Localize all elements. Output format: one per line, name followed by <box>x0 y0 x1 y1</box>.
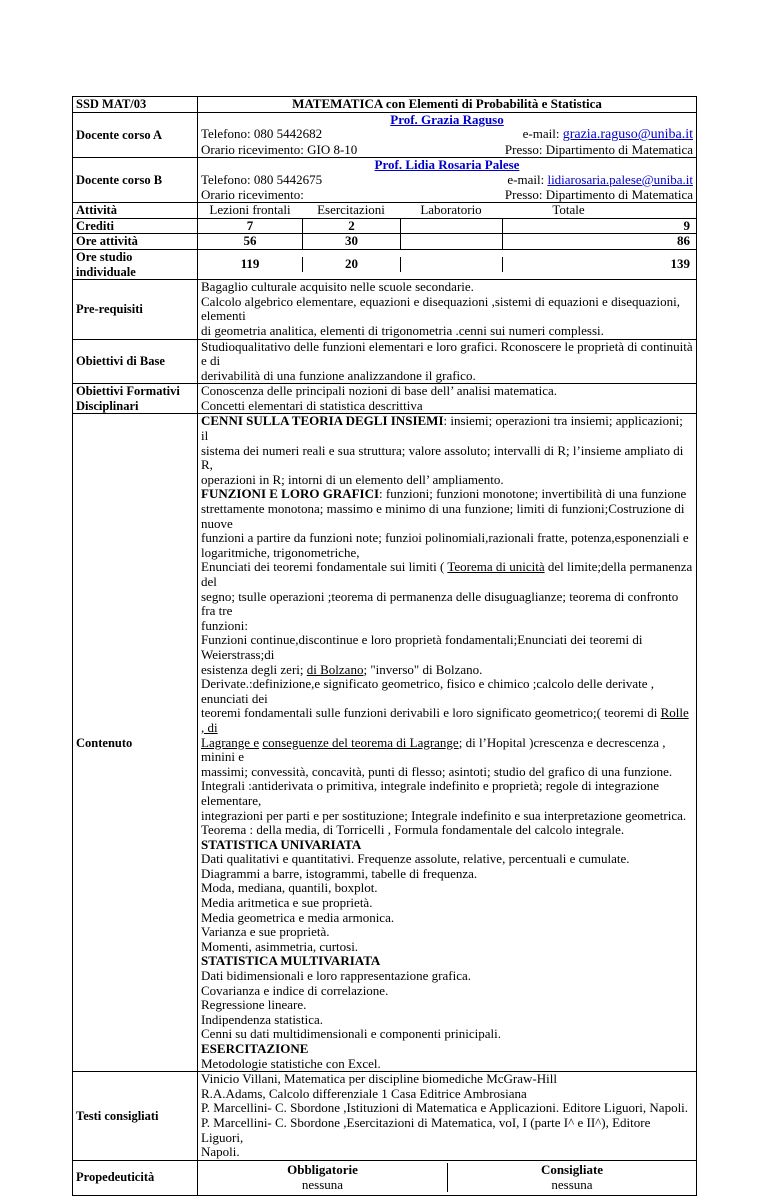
content-line: Covarianza e indice di correlazione. <box>201 982 389 998</box>
basic-goals-line: Studioqualitativo delle funzioni elementari e loro grafici. Rconoscere le proprietà di continuità e di <box>201 338 693 369</box>
formative-goals-label-line: Obiettivi Formativi <box>76 384 180 399</box>
study-hours-label: Ore studio individuale <box>73 249 198 279</box>
content-line: Regressione lineare. <box>201 997 307 1013</box>
section-title: ESERCITAZIONE <box>201 1041 309 1056</box>
content-text <box>198 414 697 1072</box>
teacher-b-row <box>73 158 697 203</box>
basic-goals-label: Obiettivi di Base <box>73 339 198 384</box>
propedeutics-row <box>73 1160 697 1195</box>
prerequisites-label: Pre-requisiti <box>73 280 198 339</box>
book-line: Napoli. <box>201 1144 240 1160</box>
content-label: Contenuto <box>73 414 198 1072</box>
content-line: Metodologie statistiche con Excel. <box>201 1055 381 1071</box>
underlined-term: Rolle , di <box>201 705 689 735</box>
formative-goals-text <box>198 384 697 414</box>
content-line: funzioni a partire da funzioni note; funzioi polinomiali,razionali fratte, potenza,esponenziali e <box>201 530 689 546</box>
teacher-b-phone: Telefono: 080 5442675 <box>201 171 323 187</box>
content-line: Derivate.:definizione,e significato geometrico, fisico e chimico ;calcolo delle derivate , enunciati dei <box>201 676 655 706</box>
header-row <box>73 97 697 113</box>
books-text <box>198 1072 697 1161</box>
propedeutics-grid <box>198 1163 696 1192</box>
syllabus-table <box>72 96 697 1196</box>
col-totale: Totale <box>552 202 585 218</box>
book-line: P. Marcellini- C. Sbordone ,Esercitazioni di Matematica, voI, I (parte I^ e II^), Editore Liguori, <box>201 1114 651 1145</box>
basic-goals-line: derivabilità di una funzione analizzandone il grafico. <box>201 367 476 383</box>
content-line: Media aritmetica e sue proprietà. <box>201 895 373 911</box>
teacher-a-name-link[interactable]: Prof. Grazia Raguso <box>390 111 504 127</box>
teacher-b-location: Presso: Dipartimento di Matematica <box>504 186 693 202</box>
mandatory-label: Obbligatorie <box>287 1162 358 1178</box>
hours-label: Ore attività <box>73 234 198 250</box>
study-esercitazioni: 20 <box>302 257 400 272</box>
content-row <box>73 414 697 1072</box>
underlined-term: conseguenze del teorema di Lagrange <box>262 734 459 750</box>
study-lezioni: 119 <box>240 256 260 272</box>
propedeutics-label: Propedeuticità <box>73 1160 198 1195</box>
content-line: strettamente monotona; massimo e minimo di una funzione; limiti di funzioni;Costruzione di nuove <box>201 501 685 531</box>
content-text-span: esistenza degli zeri; <box>201 661 307 677</box>
credits-row <box>73 218 697 234</box>
basic-goals-row <box>73 339 697 384</box>
teacher-b-label: Docente corso B <box>73 158 198 203</box>
activities-header-cells <box>198 203 696 218</box>
teacher-a-hours: Orario ricevimento: GIO 8-10 <box>201 141 358 157</box>
content-line: Momenti, asimmetria, curtosi. <box>201 938 359 954</box>
content-line: massimi; convessità, concavità, punti di flesso; asintoti; studio del grafico di una funzione. <box>201 763 673 779</box>
teacher-a-row <box>73 112 697 158</box>
mandatory-value: nessuna <box>301 1176 344 1192</box>
teacher-b-email-link[interactable]: lidiarosaria.palese@uniba.it <box>547 171 693 187</box>
ssd-code: SSD MAT/03 <box>73 97 198 113</box>
advised-value: nessuna <box>551 1176 593 1192</box>
content-line: funzioni: <box>201 617 248 633</box>
content-line: Dati qualitativi e quantitativi. Frequenze assolute, relative, percentuali e cumulate. <box>201 851 630 867</box>
content-line: Integrali :antiderivata o primitiva, integrale indefinito e proprietà; regole di integrazione elementare, <box>201 778 660 808</box>
content-text-span: : funzioni; funzioni monotone; invertibilità di una funzione <box>379 486 687 502</box>
prerequisites-line: di geometria analitica, elementi di trigonometria .cenni sui numeri complessi. <box>201 322 604 338</box>
content-line: Diagrammi a barre, istogrammi, tabelle di frequenza. <box>201 865 478 881</box>
content-line: Dati bidimensionali e loro rappresentazione grafica. <box>201 968 472 984</box>
content-line: Cenni su dati multidimensionali e componenti prinicipali. <box>201 1026 502 1042</box>
teacher-a-location: Presso: Dipartimento di Matematica <box>504 141 693 157</box>
col-lezioni: Lezioni frontali <box>209 202 291 218</box>
content-text-span: : insiemi; operazioni tra insiemi; applicazioni; il <box>201 413 683 444</box>
prerequisites-row <box>73 280 697 339</box>
content-line: Funzioni continue,discontinue e loro proprietà fondamentali;Enunciati dei teoremi di Weierstrass;di <box>201 632 643 662</box>
formative-goals-line: Conoscenza delle principali nozioni di base dell’ analisi matematica. <box>201 383 558 399</box>
underlined-term: di Bolzano <box>306 661 364 677</box>
content-line: operazioni in R; intorni di un elemento dell’ ampliamento. <box>201 471 504 487</box>
formative-goals-label <box>73 384 198 414</box>
hours-totale: 86 <box>502 234 692 249</box>
content-text-span: ; di l’Hopital )crescenza e decrescenza , minini e <box>201 734 666 765</box>
teacher-b-email-label: e-mail: <box>507 171 548 187</box>
syllabus-page <box>72 96 696 1196</box>
content-line: segno; tsulle operazioni ;teorema di permanenza delle disuguaglianze; teorema di confronto fra tre <box>201 588 679 619</box>
content-line: Indipendenza statistica. <box>201 1011 324 1027</box>
activities-header-row <box>73 203 697 219</box>
teacher-b-hours: Orario ricevimento: <box>201 186 304 202</box>
activities-label: Attività <box>73 203 198 219</box>
course-title: MATEMATICA con Elementi di Probabilità e Statistica <box>198 97 697 113</box>
section-title: STATISTICA MULTIVARIATA <box>201 953 381 969</box>
teacher-a-phone: Telefono: 080 5442682 <box>201 126 323 142</box>
credits-esercitazioni: 2 <box>302 219 400 234</box>
hours-row <box>73 234 697 250</box>
book-line: P. Marcellini- C. Sbordone ,Istituzioni di Matematica e Applicazioni. Editore Liguori, Napoli. <box>201 1100 689 1116</box>
content-text-span: ; "inverso" di Bolzano. <box>363 661 483 677</box>
teacher-b-name-link[interactable]: Prof. Lidia Rosaria Palese <box>374 157 520 173</box>
hours-lezioni: 56 <box>243 233 257 249</box>
underlined-term: Teorema di unicità <box>447 559 545 575</box>
content-line: Media geometrica e media armonica. <box>201 909 395 925</box>
content-line: logaritmiche, trigonometriche, <box>201 544 360 560</box>
section-title: CENNI SULLA TEORIA DEGLI INSIEMI <box>201 413 444 429</box>
content-line: Teorema : della media, di Torricelli , Formula fondamentale del calcolo integrale. <box>201 822 625 838</box>
section-title: FUNZIONI E LORO GRAFICI <box>201 486 380 502</box>
credits-totale: 9 <box>502 219 692 234</box>
teacher-a-email-label: e-mail: <box>522 126 563 142</box>
content-line: Varianza e sue proprietà. <box>201 924 330 940</box>
advised-label: Consigliate <box>540 1162 604 1178</box>
content-line: integrazioni per parti e per sostituzione; Integrale indefinito e sua interpretazione geometrica. <box>201 807 687 823</box>
books-label: Testi consigliati <box>73 1072 198 1161</box>
study-laboratorio <box>400 257 502 272</box>
content-text-span: teoremi fondamentali sulle funzioni derivabili e loro significato geometrico;( teoremi di <box>201 705 661 721</box>
teacher-b-info <box>198 158 697 203</box>
content-text-span: Enunciati dei teoremi fondamentale sui limiti ( <box>201 559 448 575</box>
hours-laboratorio <box>400 234 502 249</box>
formative-goals-row <box>73 384 697 414</box>
col-laboratorio: Laboratorio <box>420 202 482 218</box>
formative-goals-label-line: Disciplinari <box>76 398 139 413</box>
books-row <box>73 1072 697 1161</box>
credits-laboratorio <box>400 219 502 234</box>
hours-esercitazioni: 30 <box>302 234 400 249</box>
study-hours-row <box>73 249 697 279</box>
formative-goals-line: Concetti elementari di statistica descrittiva <box>201 397 423 413</box>
content-line: Moda, mediana, quantili, boxplot. <box>201 880 378 896</box>
content-text-span: del limite;della permanenza del <box>201 559 693 589</box>
prerequisites-line: Bagaglio culturale acquisito nelle scuole secondarie. <box>201 279 474 295</box>
credits-lezioni: 7 <box>246 217 254 233</box>
teacher-a-label: Docente corso A <box>73 112 198 158</box>
content-line: sistema dei numeri reali e sua struttura; valore assoluto; intervalli di R; l’insieme ampliato di R, <box>201 442 684 473</box>
book-line: Vinicio Villani, Matematica per discipline biomediche McGraw-Hill <box>201 1071 557 1087</box>
prerequisites-text <box>198 280 697 339</box>
teacher-a-info <box>198 112 697 158</box>
book-line: R.A.Adams, Calcolo differenziale 1 Casa Editrice Ambrosiana <box>201 1085 527 1101</box>
col-esercitazioni: Esercitazioni <box>317 202 385 218</box>
study-totale: 139 <box>502 257 692 272</box>
underlined-term: Lagrange e <box>201 734 260 750</box>
basic-goals-text <box>198 339 697 384</box>
prerequisites-line: Calcolo algebrico elementare, equazioni e disequazioni ,sistemi di equazioni e disequazioni, elementi <box>201 293 681 324</box>
teacher-a-email-link[interactable]: grazia.raguso@uniba.it <box>562 127 693 143</box>
credits-label: Crediti <box>73 218 198 234</box>
section-title: STATISTICA UNIVARIATA <box>201 836 362 852</box>
